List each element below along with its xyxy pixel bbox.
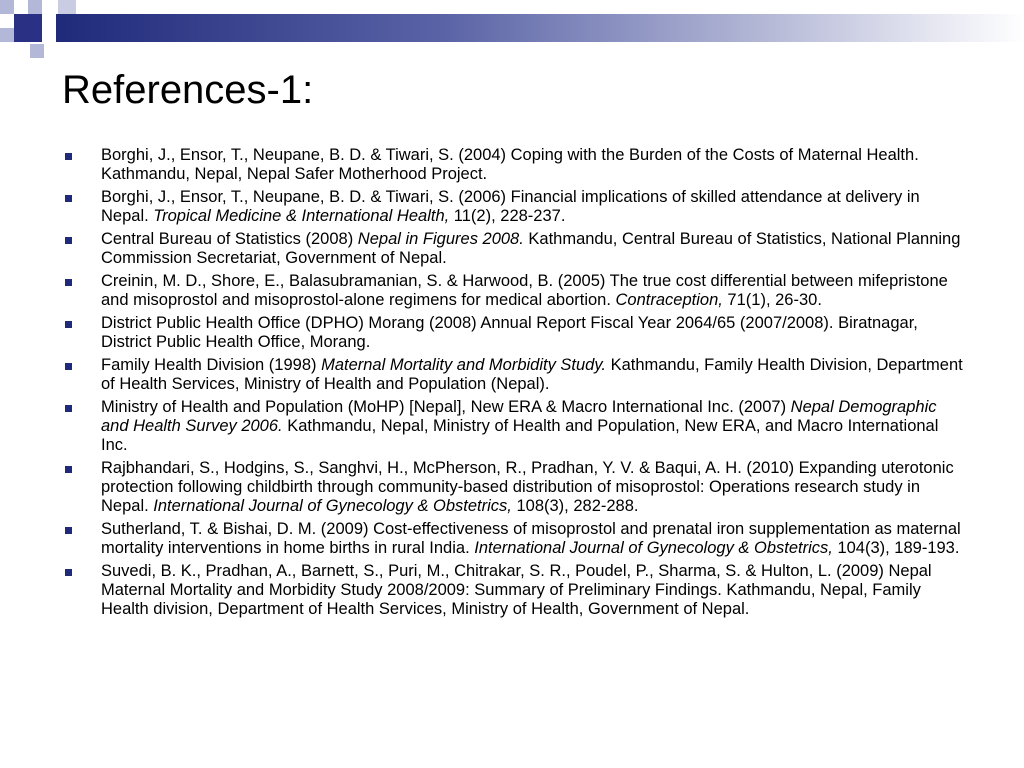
reference-journal-title: Nepal in Figures 2008. [357,230,524,248]
reference-journal-title: International Journal of Gynecology & Obstetrics, [474,539,833,557]
bullet-square-icon [65,195,72,202]
slide-title: References-1: [62,68,314,112]
reference-text: Borghi, J., Ensor, T., Neupane, B. D. & Tiwari, S. (2006) Financial implications of skilled attendance at delivery in Nepal. [101,188,920,225]
reference-journal-title: Maternal Mortality and Morbidity Study. [321,356,606,374]
reference-journal-title: Contraception, [615,291,723,309]
decorative-square [0,28,14,42]
reference-journal-title: Nepal Demographic and Health Survey 2006. [101,398,937,435]
decorative-square [28,0,42,14]
reference-citation: 104(3), 189-193. [832,539,960,557]
reference-journal-title: International Journal of Gynecology & Obstetrics, [153,497,512,515]
bullet-square-icon [65,153,72,160]
reference-list [62,146,968,623]
decorative-square [14,14,42,42]
reference-item [62,562,968,619]
reference-item [62,398,968,455]
bullet-square-icon [65,527,72,534]
decorative-square [0,0,14,14]
bullet-square-icon [65,321,72,328]
header-gradient-bar [56,14,1024,42]
reference-text: Borghi, J., Ensor, T., Neupane, B. D. & Tiwari, S. (2004) Coping with the Burden of the Costs of Maternal Health. Kathmandu, Nepal, Nepal Safer Motherhood Project. [101,146,919,183]
reference-text: Creinin, M. D., Shore, E., Balasubramanian, S. & Harwood, B. (2005) The true cost differential between mifepristone and misoprostol and misoprostol-alone regimens for medical abortion. [101,272,948,309]
reference-text: Ministry of Health and Population (MoHP) [Nepal], New ERA & Macro International Inc. (2007) [101,398,791,416]
reference-citation: 11(2), 228-237. [449,207,566,225]
reference-text: Suvedi, B. K., Pradhan, A., Barnett, S., Puri, M., Chitrakar, S. R., Poudel, P., Sharma, S. & Hulton, L. (2009) Nepal Maternal Mortality and Morbidity Study 2008/2009: Summary of Preliminary Findings. Kathmandu, Nepal, Family Health division, Department of Health Services, Ministry of Health, Government of Nepal. [101,562,932,618]
reference-text: District Public Health Office (DPHO) Morang (2008) Annual Report Fiscal Year 2064/65 (2007/2008). Biratnagar, District Public Health Office, Morang. [101,314,918,351]
decorative-square [30,44,44,58]
reference-item [62,520,968,558]
decorative-square [58,0,76,14]
bullet-square-icon [65,363,72,370]
reference-item [62,230,968,268]
reference-item [62,314,968,352]
bullet-square-icon [65,569,72,576]
bullet-square-icon [65,405,72,412]
reference-citation: Kathmandu, Nepal, Ministry of Health and Population, New ERA, and Macro International Inc. [101,417,939,454]
reference-item [62,459,968,516]
bullet-square-icon [65,237,72,244]
reference-item [62,188,968,226]
reference-item [62,272,968,310]
reference-citation: Kathmandu, Family Health Division, Department of Health Services, Ministry of Health and Population (Nepal). [101,356,963,393]
decorative-square [14,0,28,14]
decorative-square [42,14,56,42]
reference-citation: Kathmandu, Central Bureau of Statistics, National Planning Commission Secretariat, Government of Nepal. [101,230,961,267]
reference-text: Family Health Division (1998) [101,356,322,374]
reference-citation: 71(1), 26-30. [722,291,822,309]
reference-journal-title: Tropical Medicine & International Health, [153,207,450,225]
reference-text: Sutherland, T. & Bishai, D. M. (2009) Cost-effectiveness of misoprostol and prenatal iron supplementation as maternal mortality interventions in home births in rural India. [101,520,961,557]
bullet-square-icon [65,279,72,286]
reference-citation: 108(3), 282-288. [511,497,639,515]
reference-text: Central Bureau of Statistics (2008) [101,230,358,248]
reference-item [62,146,968,184]
reference-item [62,356,968,394]
reference-text: Rajbhandari, S., Hodgins, S., Sanghvi, H., McPherson, R., Pradhan, Y. V. & Baqui, A. H. (2010) Expanding uterotonic protection following childbirth through community-based distribution of misoprostol: Operations research study in Nepal. [101,459,954,515]
bullet-square-icon [65,466,72,473]
